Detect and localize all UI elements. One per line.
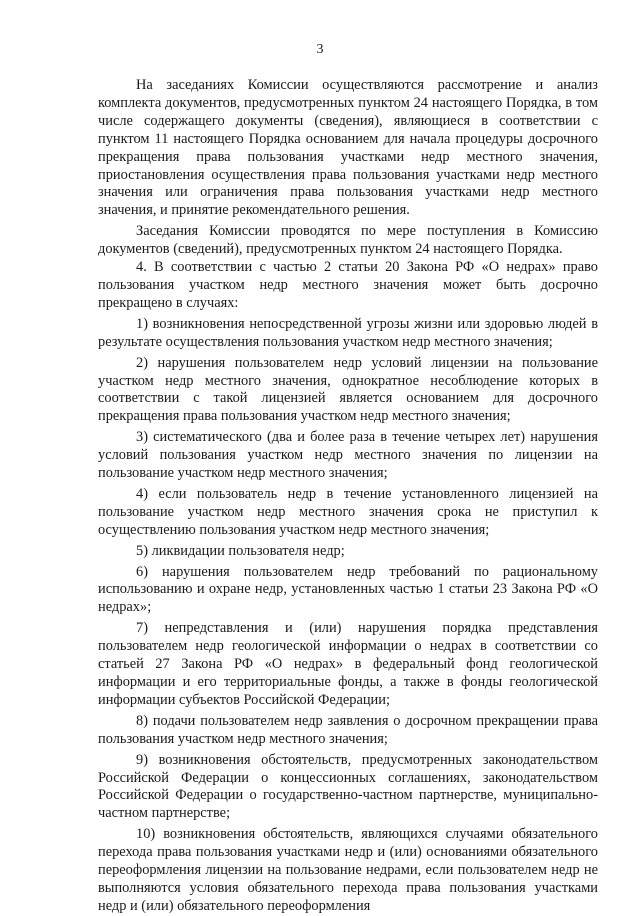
page-number: 3: [316, 42, 324, 57]
document-body: [98, 77, 598, 916]
paragraph-commission-meetings: На заседаниях Комиссии осуществляются рассмотрение и анализ комплекта документов, предусмотренных пунктом 24 настоящего Порядка, в том числе содержащего документы (сведения), являющиеся в соответствии с пунктом 11 настоящего Порядка основанием для начала процедуры досрочного прекращения права пользования участками недр местного значения, приостановления осуществления права пользования участками недр местного значения или ограничения права пользования участками недр местного значения, и принятие рекомендательного решения.: [98, 77, 598, 219]
list-item-6: 6) нарушения пользователем недр требований по рациональному использованию и охране недр, установленных частью 1 статьи 23 Закона РФ «О недрах»;: [98, 563, 598, 616]
list-item-7: 7) непредставления и (или) нарушения порядка представления пользователем недр геологической информации о недрах в соответствии со статьей 27 Закона РФ «О недрах» в федеральный фонд геологической информации и его территориальные фонды, а также в фонды геологической информации субъектов Российской Федерации;: [98, 620, 598, 708]
list-item-3: 3) систематического (два и более раза в течение четырех лет) нарушения условий пользования участком недр местного значения по лицензии на пользование участком недр местного значения;: [98, 429, 598, 482]
list-item-1: 1) возникновения непосредственной угрозы жизни или здоровью людей в результате осуществления пользования участком недр местного значения;: [98, 315, 598, 350]
paragraph-meeting-schedule: Заседания Комиссии проводятся по мере поступления в Комиссию документов (сведений), предусмотренных пунктом 24 настоящего Порядка.: [98, 223, 598, 258]
list-item-5: 5) ликвидации пользователя недр;: [136, 542, 345, 559]
list-item-8: 8) подачи пользователем недр заявления о досрочном прекращении права пользования участком недр местного значения;: [98, 712, 598, 747]
list-item-10: 10) возникновения обстоятельств, являющихся случаями обязательного перехода права пользования участками недр и (или) основаниями обязательного переоформления лицензии на пользование недрами, если пользователем недр не выполняются условия обязательного перехода права пользования участками недр и (или) обязательного переоформления: [98, 826, 598, 914]
paragraph-item-4-intro: 4. В соответствии с частью 2 статьи 20 Закона РФ «О недрах» право пользования участком недр местного значения может быть досрочно прекращено в случаях:: [98, 259, 598, 311]
list-item-2: 2) нарушения пользователем недр условий лицензии на пользование участком недр местного значения, однократное несоблюдение которых в соответствии с такой лицензией является основанием для досрочного прекращения права пользования участком недр местного значения;: [98, 354, 598, 425]
list-item-9: 9) возникновения обстоятельств, предусмотренных законодательством Российской Федерации о концессионных соглашениях, законодательством Российской Федерации о государственно-частном партнерстве, муниципально-частном партнерстве;: [98, 751, 598, 822]
list-item-4: 4) если пользователь недр в течение установленного лицензией на пользование участком недр местного значения срока не приступил к осуществлению пользования участком недр местного значения;: [98, 485, 598, 538]
